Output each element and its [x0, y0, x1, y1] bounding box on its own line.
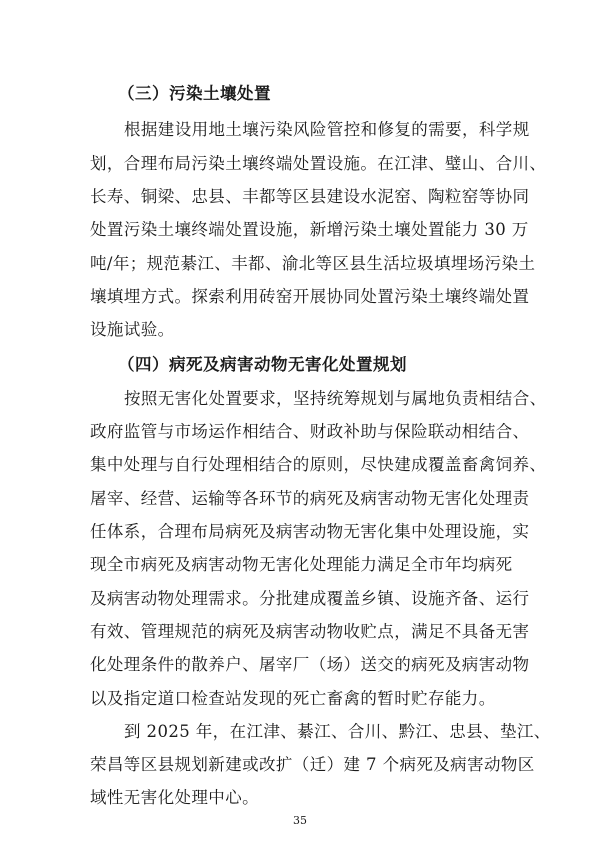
paragraph-line: 荣昌等区县规划新建或改扩（迁）建 7 个病死及病害动物区	[90, 755, 535, 774]
paragraph-line: 化处理条件的散养户、屠宰厂（场）送交的病死及病害动物	[90, 655, 530, 674]
paragraph-line: 域性无害化处理中心。	[90, 788, 259, 807]
paragraph-line: 按照无害化处置要求，坚持统筹规划与属地负责相结合、	[124, 389, 547, 408]
paragraph-line: 根据建设用地土壤污染风险管控和修复的需要，科学规	[124, 120, 530, 139]
paragraph-line: 壤填埋方式。探索利用砖窑开展协同处置污染土壤终端处置	[90, 287, 530, 306]
section-heading-3: （三）污染土壤处置	[118, 84, 271, 103]
paragraph-line: 及病害动物处理需求。分批建成覆盖乡镇、设施齐备、运行	[90, 589, 530, 608]
paragraph-line: 集中处理与自行处理相结合的原则，尽快建成覆盖畜禽饲养、	[90, 455, 547, 474]
paragraph-line: 现全市病死及病害动物无害化处理能力满足全市年均病死	[90, 555, 513, 574]
paragraph-line: 吨/年；规范綦江、丰都、渝北等区县生活垃圾填埋场污染土	[90, 254, 536, 273]
paragraph-line: 任体系，合理布局病死及病害动物无害化集中处理设施，实	[90, 522, 530, 541]
paragraph-line: 有效、管理规范的病死及病害动物收贮点，满足不具备无害	[90, 622, 530, 641]
paragraph-line: 屠宰、经营、运输等各环节的病死及病害动物无害化处理责	[90, 489, 530, 508]
paragraph-line: 长寿、铜梁、忠县、丰都等区县建设水泥窑、陶粒窑等协同	[90, 187, 530, 206]
paragraph-line: 以及指定道口检查站发现的死亡畜禽的暂时贮存能力。	[90, 689, 496, 708]
paragraph-line: 划，合理布局污染土壤终端处置设施。在江津、璧山、合川、	[90, 154, 547, 173]
paragraph-line: 到 2025 年，在江津、綦江、合川、黔江、忠县、垫江、	[124, 722, 551, 741]
paragraph-line: 设施试验。	[90, 320, 175, 339]
page-number: 35	[293, 814, 307, 827]
section-heading-4: （四）病死及病害动物无害化处置规划	[118, 355, 407, 374]
paragraph-line: 处置污染土壤终端处置设施，新增污染土壤处置能力 30 万	[90, 220, 529, 239]
paragraph-line: 政府监管与市场运作相结合、财政补助与保险联动相结合、	[90, 422, 530, 441]
